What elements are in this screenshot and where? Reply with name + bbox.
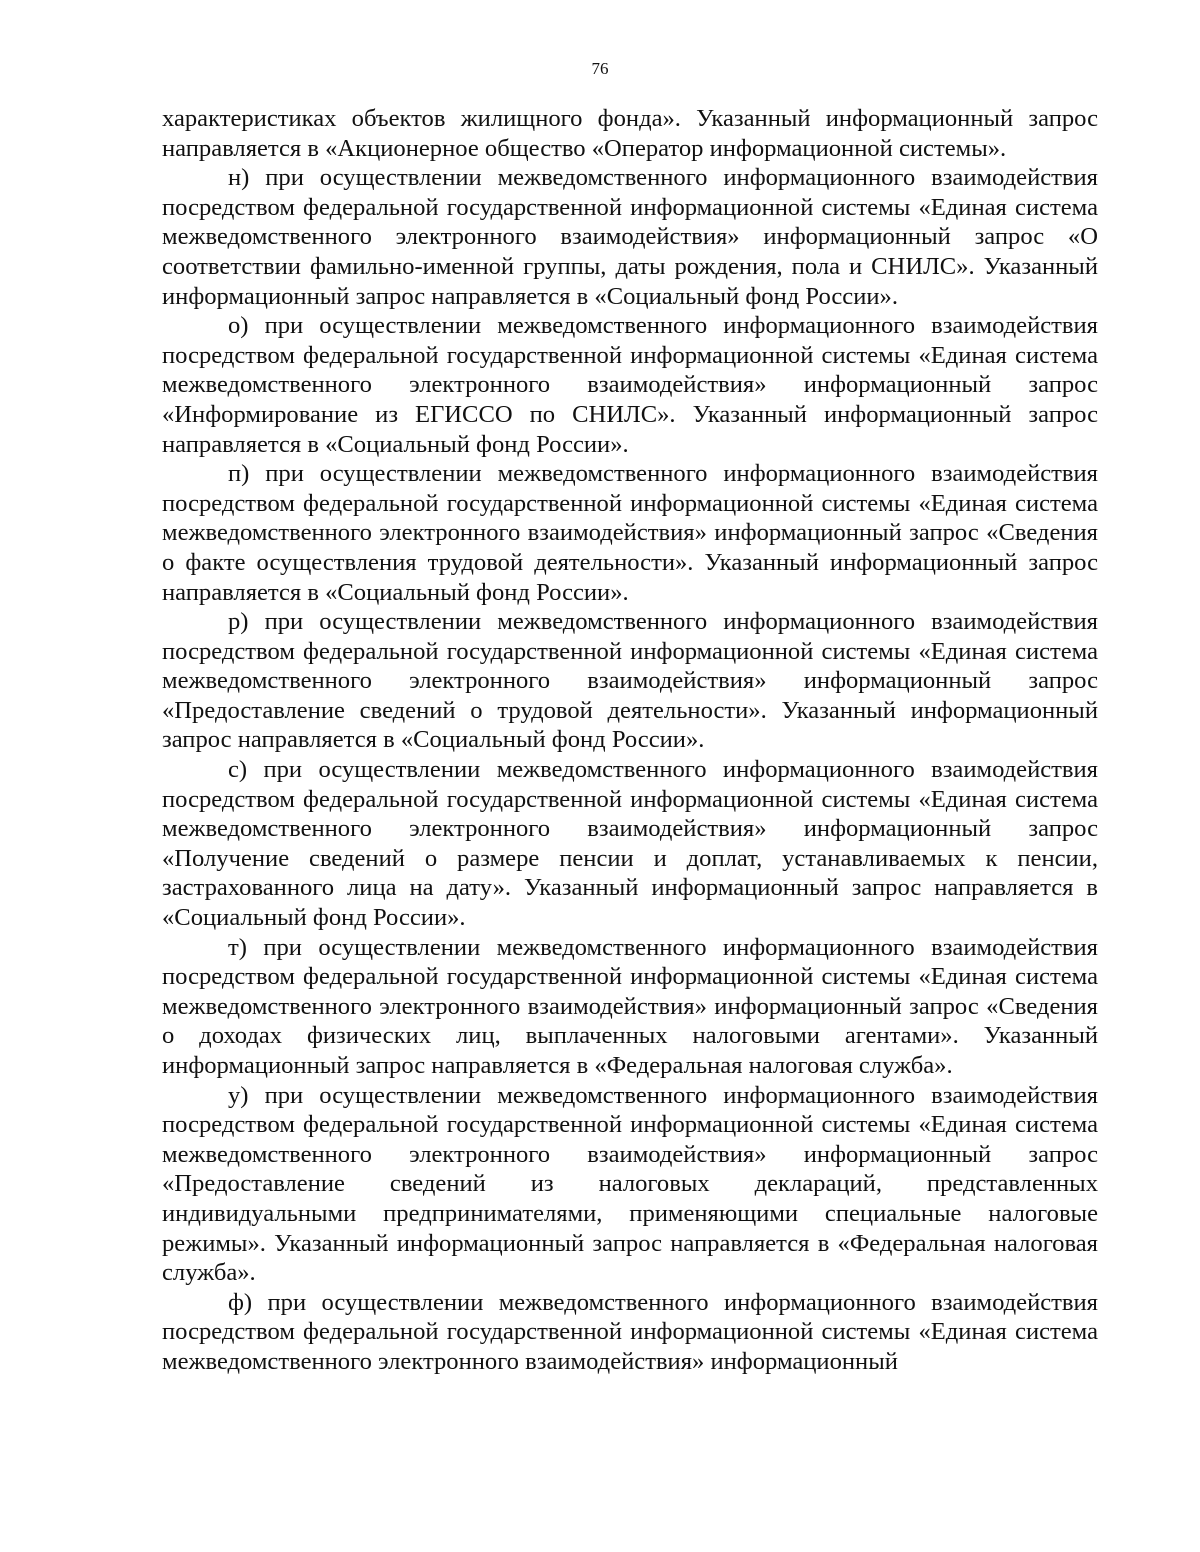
paragraph-item-t: т) при осуществлении межведомственного информационного взаимодействия посредством федеральной государственной информационной системы «Единая система межведомственного электронного взаимодействия» информационный запрос «Сведения о доходах физических лиц, выплаченных налоговыми агентами». Указанный информационный запрос направляется в «Федеральная налоговая служба». [162, 933, 1098, 1079]
document-body [162, 104, 1098, 1377]
paragraph-item-n: н) при осуществлении межведомственного информационного взаимодействия посредством федеральной государственной информационной системы «Единая система межведомственного электронного взаимодействия» информационный запрос «О соответствии фамильно-именной группы, даты рождения, пола и СНИЛС». Указанный информационный запрос направляется в «Социальный фонд России». [162, 164, 1098, 310]
paragraph-item-p: п) при осуществлении межведомственного информационного взаимодействия посредством федеральной государственной информационной системы «Единая система межведомственного электронного взаимодействия» информационный запрос «Сведения о факте осуществления трудовой деятельности». Указанный информационный запрос направляется в «Социальный фонд России». [162, 460, 1098, 606]
paragraph-item-f: ф) при осуществлении межведомственного информационного взаимодействия посредством федеральной государственной информационной системы «Единая система межведомственного электронного взаимодействия» информационный [162, 1288, 1098, 1375]
paragraph-item-o: о) при осуществлении межведомственного информационного взаимодействия посредством федеральной государственной информационной системы «Единая система межведомственного электронного взаимодействия» информационный запрос «Информирование из ЕГИССО по СНИЛС». Указанный информационный запрос направляется в «Социальный фонд России». [162, 312, 1098, 458]
paragraph-continuation: характеристиках объектов жилищного фонда». Указанный информационный запрос направляется в «Акционерное общество «Оператор информационной системы». [162, 105, 1098, 162]
page-number: 76 [591, 59, 609, 78]
paragraph-item-u: у) при осуществлении межведомственного информационного взаимодействия посредством федеральной государственной информационной системы «Единая система межведомственного электронного взаимодействия» информационный запрос «Предоставление сведений из налоговых деклараций, представленных индивидуальными предпринимателями, применяющими специальные налоговые режимы». Указанный информационный запрос направляется в «Федеральная налоговая служба». [162, 1081, 1098, 1287]
paragraph-item-r: р) при осуществлении межведомственного информационного взаимодействия посредством федеральной государственной информационной системы «Единая система межведомственного электронного взаимодействия» информационный запрос «Предоставление сведений о трудовой деятельности». Указанный информационный запрос направляется в «Социальный фонд России». [162, 608, 1098, 754]
paragraph-item-s: с) при осуществлении межведомственного информационного взаимодействия посредством федеральной государственной информационной системы «Единая система межведомственного электронного взаимодействия» информационный запрос «Получение сведений о размере пенсии и доплат, устанавливаемых к пенсии, застрахованного лица на дату». Указанный информационный запрос направляется в «Социальный фонд России». [162, 756, 1098, 932]
